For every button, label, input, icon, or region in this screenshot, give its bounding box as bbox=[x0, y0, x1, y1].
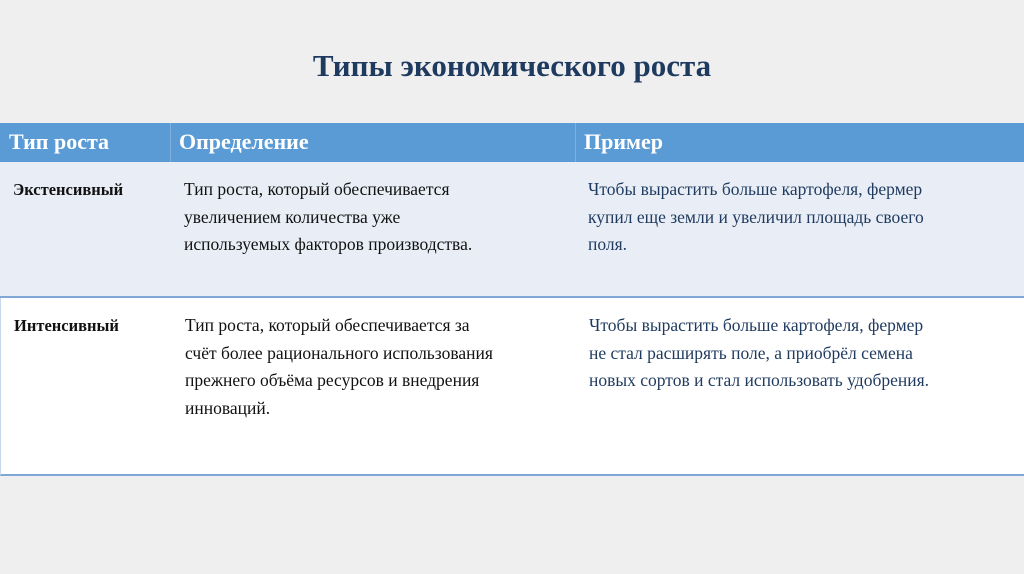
text-line: не стал расширять поле, а приобрёл семена bbox=[589, 342, 913, 363]
text-line: увеличением количества уже bbox=[184, 206, 401, 227]
text-line: инноваций. bbox=[185, 397, 271, 418]
cell-definition bbox=[185, 312, 493, 422]
text-line: Чтобы вырастить больше картофеля, фермер bbox=[589, 315, 924, 335]
text-line: прежнего объёма ресурсов и внедрения bbox=[185, 370, 480, 390]
text-line: поля. bbox=[588, 234, 628, 254]
text-line: Тип роста, который обеспечивается bbox=[184, 179, 450, 199]
header-example: Пример bbox=[584, 129, 664, 154]
cell-type: Экстенсивный bbox=[13, 180, 124, 199]
cell-example bbox=[589, 312, 929, 395]
text-line: счёт более рационального использования bbox=[185, 342, 493, 363]
header-definition: Определение bbox=[179, 129, 309, 154]
cell-definition bbox=[184, 176, 472, 259]
table-row bbox=[0, 298, 1024, 476]
table-header bbox=[0, 123, 1024, 162]
cell-type: Интенсивный bbox=[14, 316, 119, 335]
cell-example bbox=[588, 176, 924, 259]
slide-title: Типы экономического роста bbox=[312, 48, 712, 83]
text-line: новых сортов и стал использовать удобрения. bbox=[589, 370, 930, 390]
text-line: используемых факторов производства. bbox=[184, 234, 473, 254]
text-line: Тип роста, который обеспечивается за bbox=[185, 315, 470, 335]
header-type: Тип роста bbox=[9, 129, 110, 154]
table-row bbox=[0, 162, 1024, 298]
text-line: купил еще земли и увеличил площадь своего bbox=[588, 206, 924, 227]
text-line: Чтобы вырастить больше картофеля, фермер bbox=[588, 179, 923, 199]
